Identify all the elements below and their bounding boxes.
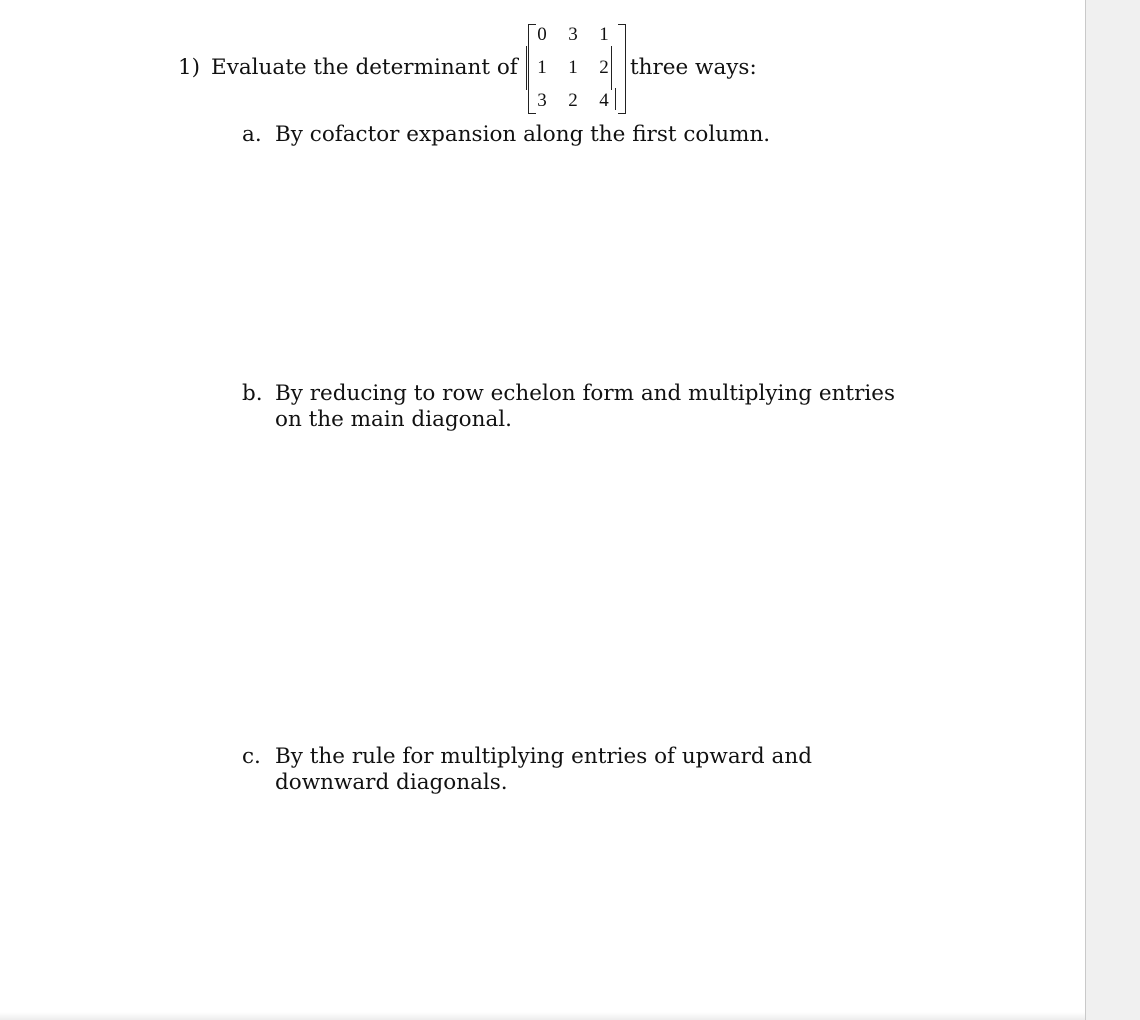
page-bottom-edge — [0, 1012, 1085, 1020]
question-prompt: Evaluate the determinant of — [211, 55, 518, 80]
matrix-cell-r1c1: 0 — [537, 24, 547, 45]
part-a-text: By cofactor expansion along the first column. — [275, 122, 771, 147]
matrix-cell-r3c1: 3 — [537, 90, 547, 111]
side-panel — [1085, 0, 1140, 1020]
matrix-cell-r2c3: 2 — [599, 57, 609, 78]
matrix-cell-r2c1: 1 — [537, 57, 547, 78]
matrix-cell-r3c3: 4 — [599, 90, 609, 111]
part-c-label: c. — [242, 744, 261, 769]
matrix-bar-right-low — [615, 88, 616, 110]
part-b-label: b. — [242, 381, 263, 406]
question-number: 1) — [178, 55, 201, 80]
part-b — [0, 381, 1085, 437]
matrix-right-bracket — [618, 24, 626, 114]
part-b-text: By reducing to row echelon form and multiplying entries on the main diagonal. — [275, 381, 895, 432]
matrix-cell-r3c2: 2 — [568, 90, 578, 111]
matrix-bar-right-mid — [611, 46, 612, 90]
matrix-cell-r1c2: 3 — [568, 24, 578, 45]
part-c-text: By the rule for multiplying entries of upward and downward diagonals. — [275, 744, 812, 795]
matrix-bar-left — [526, 46, 527, 90]
part-a — [0, 122, 1085, 152]
matrix-cell-r1c3: 1 — [599, 24, 609, 45]
matrix-cell-r2c2: 1 — [568, 57, 578, 78]
question-suffix: three ways: — [630, 55, 757, 80]
matrix — [522, 22, 632, 116]
part-a-label: a. — [242, 122, 262, 147]
part-c — [0, 744, 1085, 800]
